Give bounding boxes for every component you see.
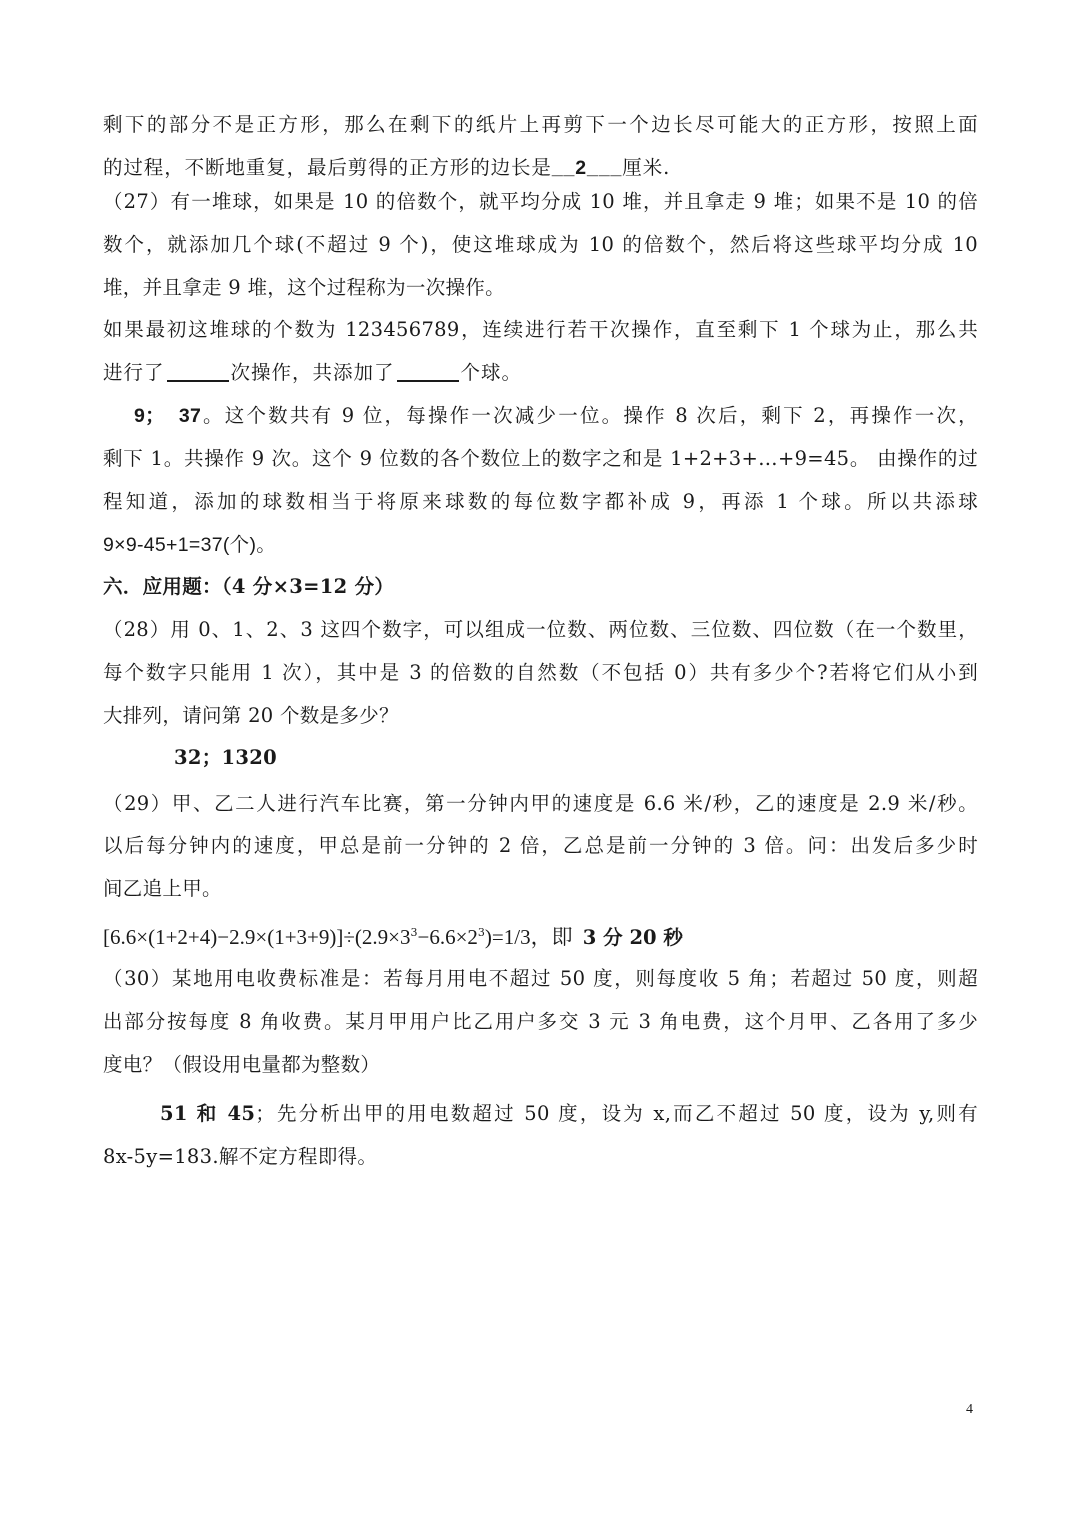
text-line — [103, 155, 978, 181]
formula: )=1/3，即 — [484, 925, 573, 949]
question-28-line: （28）用 0、1、2、3 这四个数字，可以组成一位数、两位数、三位数、四位数（在一个数里， — [103, 618, 978, 641]
text-fragment: 进行了 — [103, 361, 165, 384]
question-27-line: 堆，并且拿走 9 堆，这个过程称为一次操作。 — [103, 276, 505, 299]
text-fragment: ；先分析出甲的用电数超过 50 度，设为 x,而乙不超过 50 度，设为 y,则有 — [255, 1102, 978, 1125]
question-29-line: （29）甲、乙二人进行汽车比赛，第一分钟内甲的速度是 6.6 米/秒，乙的速度是 2.9 米/秒。 — [103, 792, 978, 815]
exponent: 3 — [477, 926, 485, 939]
question-27-line: 数个，就添加几个球(不超过 9 个)，使这堆球成为 10 的倍数个，然后将这些球平均分成 10 — [103, 233, 978, 256]
section-heading: 六．应用题：（4 分×3=12 分） — [103, 575, 395, 598]
question-29-line: 间乙追上甲。 — [103, 877, 222, 900]
answer-27-line — [134, 403, 978, 429]
answer-30-bold: 51 和 45 — [160, 1102, 256, 1125]
answer-28: 32；1320 — [174, 746, 278, 769]
answer-29-bold: 3 分 20 秒 — [582, 926, 683, 949]
answer-30-line — [160, 1101, 978, 1127]
answer-29-line — [103, 924, 978, 951]
text-line: 剩下的部分不是正方形，那么在剩下的纸片上再剪下一个边长尽可能大的正方形，按照上面 — [103, 113, 978, 136]
question-27-line: （27）有一堆球，如果是 10 的倍数个，就平均分成 10 堆，并且拿走 9 堆；如果不是 10 的倍 — [103, 190, 978, 213]
answer-27-line: 剩下 1。共操作 9 次。这个 9 位数的各个数位上的数字之和是 1+2+3+…+9=45。 由操作的过 — [103, 447, 978, 470]
answer-27-bold: 9； 37 — [134, 405, 202, 427]
text-fragment: 的过程，不断地重复，最后剪得的正方形的边长是 — [103, 156, 552, 179]
question-28-line: 每个数字只能用 1 次），其中是 3 的倍数的自然数（不包括 0）共有多少个?若将它们从小到 — [103, 661, 978, 684]
blank-balls — [397, 360, 459, 382]
question-29-line: 以后每分钟内的速度，甲总是前一分钟的 2 倍，乙总是前一分钟的 3 倍。问：出发后多少时 — [103, 834, 978, 857]
exponent: 3 — [410, 926, 418, 939]
question-27-line — [103, 360, 978, 386]
text-fragment: 个球。 — [460, 361, 523, 384]
text-fragment: 厘米. — [622, 156, 671, 179]
answer-27-line: 程知道，添加的球数相当于将原来球数的每位数字都补成 9，再添 1 个球。所以共添球 — [103, 490, 978, 513]
question-27-line: 如果最初这堆球的个数为 123456789，连续进行若干次操作，直至剩下 1 个球为止，那么共 — [103, 318, 978, 341]
text-fragment: 。这个数共有 9 位，每操作一次减少一位。操作 8 次后，剩下 2，再操作一次， — [201, 404, 978, 427]
answer-27-line: 9×9-45+1=37(个)。 — [103, 534, 277, 556]
formula: −6.6×2 — [417, 925, 478, 949]
formula: [6.6×(1+2+4)−2.9×(1+3+9)]÷(2.9×3 — [103, 925, 411, 949]
page-number: 4 — [966, 1402, 973, 1417]
question-30-line: 度电？（假设用电量都为整数） — [103, 1053, 381, 1076]
question-30-line: （30）某地用电收费标准是：若每月用电不超过 50 度，则每度收 5 角；若超过 50 度，则超 — [103, 967, 978, 990]
answer-30-line: 8x-5y=183.解不定方程即得。 — [103, 1145, 378, 1168]
question-28-line: 大排列，请问第 20 个数是多少？ — [103, 704, 399, 727]
text-fragment: 次操作，共添加了 — [230, 361, 395, 384]
blank-operations — [167, 360, 229, 382]
question-30-line: 出部分按每度 8 角收费。某月甲用户比乙用户多交 3 元 3 角电费，这个月甲、乙各用了多少 — [103, 1010, 978, 1033]
answer-2: __2___ — [551, 157, 623, 179]
